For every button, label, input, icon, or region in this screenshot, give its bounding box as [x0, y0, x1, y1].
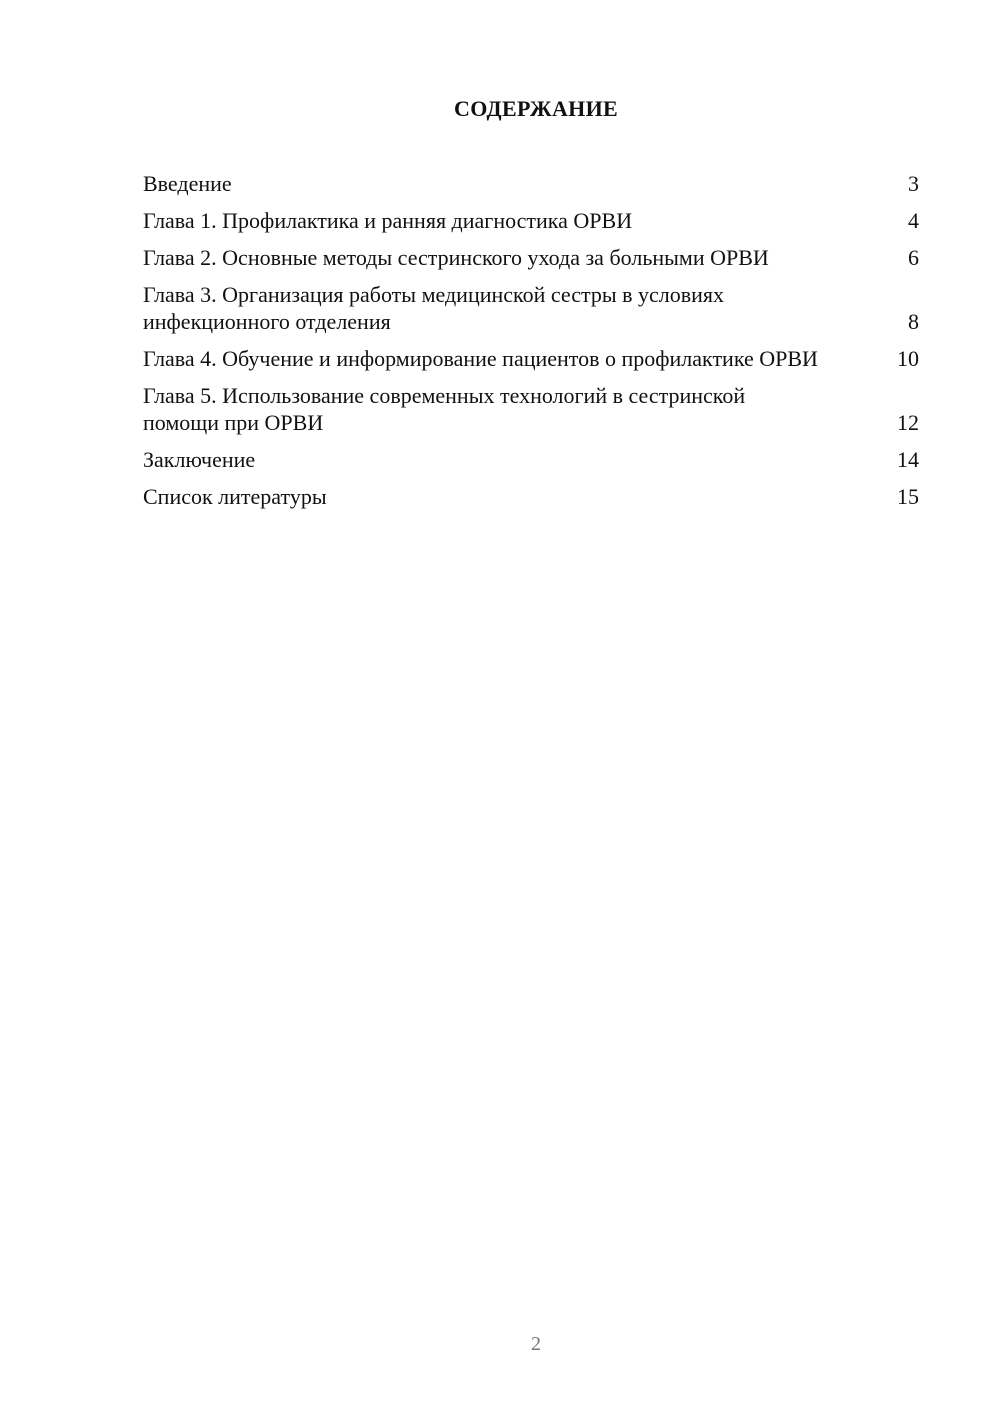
toc-entry-page: 8: [908, 309, 919, 334]
toc-entry-conclusion: [143, 446, 919, 473]
toc-entry-text: Глава 1. Профилактика и ранняя диагностика ОРВИ: [143, 208, 633, 233]
toc-entry-page: 4: [908, 208, 919, 233]
toc-entry-page: 15: [897, 484, 919, 509]
toc-entry-page: 12: [897, 410, 919, 435]
toc-entry-chapter-3: [143, 281, 919, 335]
toc-entry-text: Глава 4. Обучение и информирование пациентов о профилактике ОРВИ: [143, 346, 818, 371]
toc-entry-chapter-2: [143, 244, 919, 271]
toc-entry-text: Список литературы: [143, 484, 327, 509]
toc-list: [143, 170, 919, 520]
toc-entry-page: 10: [897, 346, 919, 371]
toc-entry-chapter-5: [143, 382, 919, 436]
toc-entry-text: Глава 3. Организация работы медицинской сестры в условиях инфекционного отделения: [143, 282, 725, 334]
toc-entry-chapter-1: [143, 207, 919, 234]
toc-entry-page: 3: [908, 171, 919, 196]
toc-entry-page: 6: [908, 245, 919, 270]
toc-entry-text: Глава 2. Основные методы сестринского ухода за больными ОРВИ: [143, 245, 769, 270]
toc-entry-introduction: [143, 170, 919, 197]
toc-entry-text: Глава 5. Использование современных технологий в сестринской помощи при ОРВИ: [143, 383, 746, 435]
toc-entry-references: [143, 483, 919, 510]
toc-entry-page: 14: [897, 447, 919, 472]
toc-entry-text: Введение: [143, 171, 232, 196]
toc-title: СОДЕРЖАНИЕ: [454, 96, 618, 121]
page-number: 2: [531, 1333, 541, 1355]
toc-entry-text: Заключение: [143, 447, 256, 472]
toc-entry-chapter-4: [143, 345, 919, 372]
